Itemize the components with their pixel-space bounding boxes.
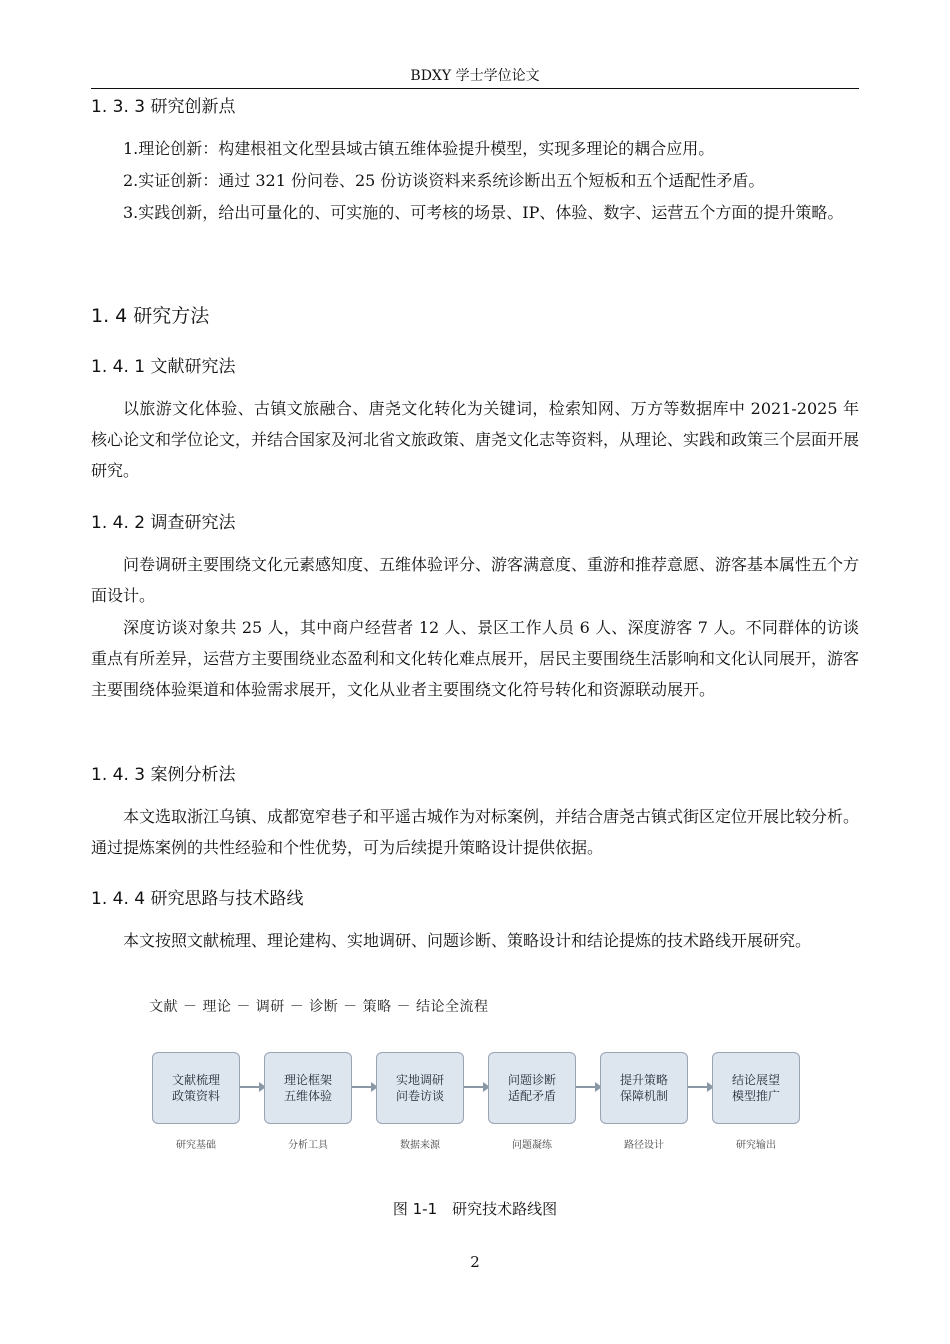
arrow-icon xyxy=(240,1086,264,1088)
paragraph-literature-method: 以旅游文化体验、古镇文旅融合、唐尧文化转化为关键词，检索知网、万方等数据库中 2021-2025 年核心论文和学位论文，并结合国家及河北省文旅政策、唐尧文化志等资料，从理论、实践和政策三个层面开展研究。 xyxy=(91,399,860,480)
step-label: 结论展望 xyxy=(731,1073,780,1087)
step-caption: 分析工具 xyxy=(288,1140,328,1151)
step-label: 政策资料 xyxy=(171,1089,220,1103)
step-label: 理论框架 xyxy=(283,1073,332,1087)
step-label: 提升策略 xyxy=(619,1073,668,1087)
technical-route-diagram xyxy=(140,990,810,1160)
arrow-icon xyxy=(352,1086,376,1088)
paragraph-case-method: 本文选取浙江乌镇、成都宽窄巷子和平遥古城作为对标案例，并结合唐尧古镇式街区定位开展比较分析。通过提炼案例的共性经验和个性优势，可为后续提升策略设计提供依据。 xyxy=(91,807,860,857)
running-header: BDXY 学士学位论文 xyxy=(410,68,540,84)
step-strategy xyxy=(600,1052,688,1124)
page-number: 2 xyxy=(470,1253,480,1271)
arrow-icon xyxy=(464,1086,488,1088)
paragraph-interview-method: 深度访谈对象共 25 人，其中商户经营者 12 人、景区工作人员 6 人、深度游客 7 人。不同群体的访谈重点有所差异，运营方主要围绕业态盈利和文化转化难点展开，居民主要围绕生活影响和文化认同展开，游客主要围绕体验渠道和体验需求展开，文化从业者主要围绕文化符号转化和资源联动展开。 xyxy=(91,618,860,699)
section-heading-1-4-1: 1. 4. 1 文献研究法 xyxy=(91,357,236,377)
step-caption: 数据来源 xyxy=(400,1140,440,1151)
section-heading-1-4-4: 1. 4. 4 研究思路与技术路线 xyxy=(91,889,304,909)
step-label: 问题诊断 xyxy=(507,1073,556,1087)
section-heading-1-4-2: 1. 4. 2 调查研究法 xyxy=(91,513,236,533)
arrow-icon xyxy=(688,1086,712,1088)
header-rule xyxy=(91,88,859,89)
step-theory xyxy=(264,1052,352,1124)
paragraph-practice-innovation: 3.实践创新，给出可量化的、可实施的、可考核的场景、IP、体验、数字、运营五个方面的提升策略。 xyxy=(123,203,844,222)
section-heading-1-4-3: 1. 4. 3 案例分析法 xyxy=(91,765,236,785)
step-fieldwork xyxy=(376,1052,464,1124)
step-label: 问卷访谈 xyxy=(395,1089,444,1103)
step-caption: 路径设计 xyxy=(624,1140,664,1151)
arrow-icon xyxy=(576,1086,600,1088)
paragraph-empirical-innovation: 2.实证创新：通过 321 份问卷、25 份访谈资料来系统诊断出五个短板和五个适配性矛盾。 xyxy=(123,171,765,190)
step-caption: 问题凝练 xyxy=(512,1140,552,1151)
step-label: 实地调研 xyxy=(395,1073,444,1087)
step-label: 模型推广 xyxy=(731,1089,780,1103)
step-diagnosis xyxy=(488,1052,576,1124)
step-label: 文献梳理 xyxy=(171,1073,220,1087)
paragraph-theory-innovation: 1.理论创新：构建根祖文化型县域古镇五维体验提升模型，实现多理论的耦合应用。 xyxy=(123,139,715,158)
step-literature xyxy=(152,1052,240,1124)
step-label: 五维体验 xyxy=(283,1089,332,1103)
paragraph-survey-method: 问卷调研主要围绕文化元素感知度、五维体验评分、游客满意度、重游和推荐意愿、游客基本属性五个方面设计。 xyxy=(91,555,860,605)
step-caption: 研究基础 xyxy=(176,1140,216,1151)
step-conclusion xyxy=(712,1052,800,1124)
paragraph-technical-route: 本文按照文献梳理、理论建构、实地调研、问题诊断、策略设计和结论提炼的技术路线开展研究。 xyxy=(123,931,812,950)
step-caption: 研究输出 xyxy=(736,1140,776,1151)
diagram-title: 文献 － 理论 － 调研 － 诊断 － 策略 － 结论全流程 xyxy=(149,999,489,1015)
section-heading-1-3-3: 1. 3. 3 研究创新点 xyxy=(91,97,236,117)
figure-caption: 图 1-1 研究技术路线图 xyxy=(392,1200,558,1218)
step-label: 适配矛盾 xyxy=(507,1089,556,1103)
step-label: 保障机制 xyxy=(619,1089,668,1103)
section-heading-1-4: 1. 4 研究方法 xyxy=(91,305,210,327)
